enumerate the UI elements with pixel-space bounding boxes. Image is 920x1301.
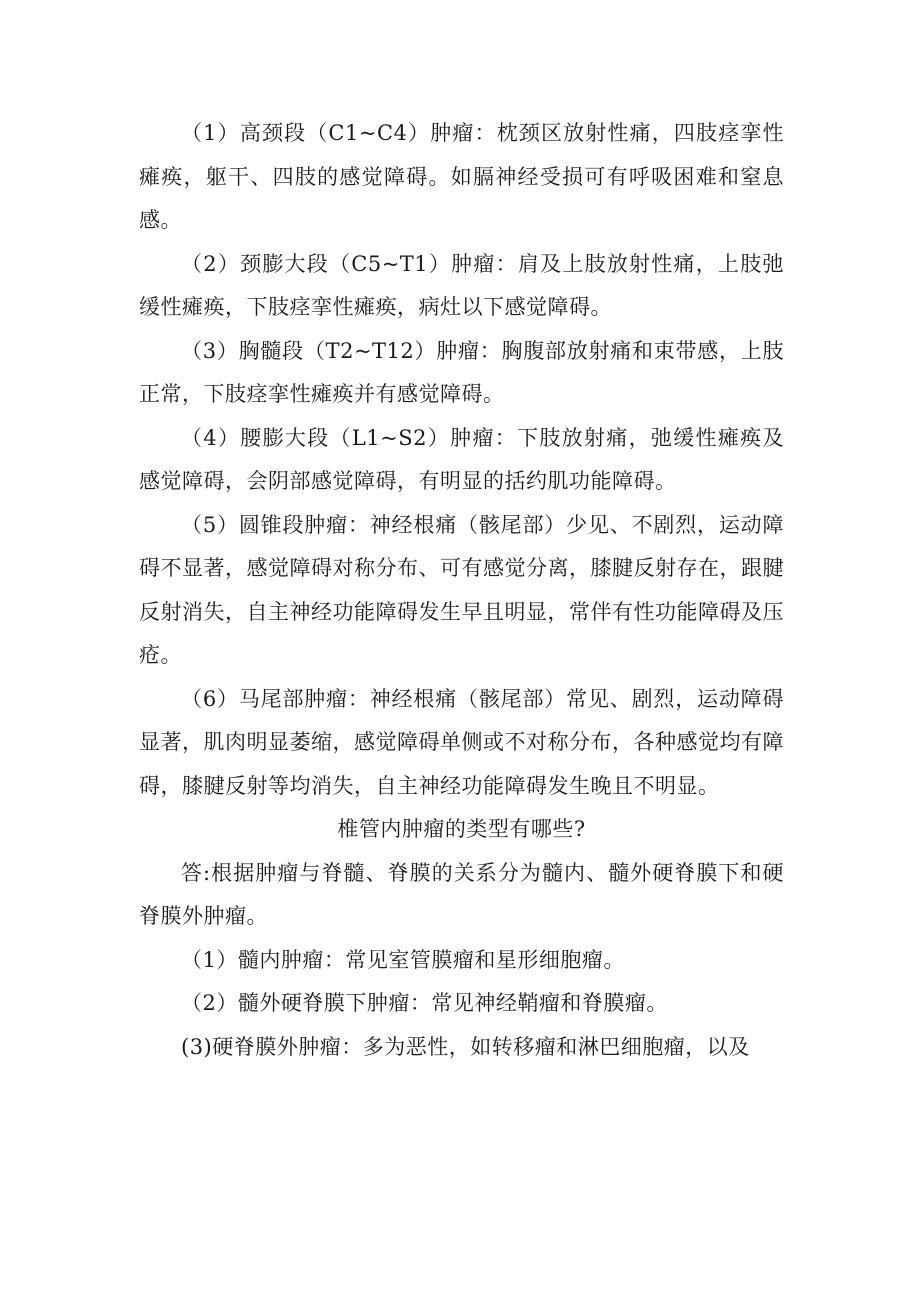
paragraph-cauda-equina: （6）马尾部肿瘤：神经根痛（骸尾部）常见、剧烈，运动障碍显著，肌肉明显萎缩，感觉障碍单侧或不对称分布，各种感觉均有障碍，膝腱反射等均消失，自主神经功能障碍发生晚且不明显。 (139, 686, 784, 798)
paragraph-extradural: (3)硬脊膜外肿瘤：多为恶性，如转移瘤和淋巴细胞瘤，以及 (181, 1034, 750, 1059)
paragraph-conus: （5）圆锥段肿瘤：神经根痛（骸尾部）少见、不剧烈，运动障碍不显著，感觉障碍对称分布、可有感觉分离，膝腱反射存在，跟腱反射消失，自主神经功能障碍发生早且明显，常伴有性功能障碍及压疮。 (139, 512, 784, 667)
paragraph-intramedullary: （1）髓内肿瘤：常见室管膜瘤和星形细胞瘤。 (181, 947, 625, 972)
paragraph-high-cervical: （1）高颈段（C1~C4）肿瘤：枕颈区放射性痛，四肢痉挛性瘫痪，躯干、四肢的感觉障碍。如膈神经受损可有呼吸困难和窒息感。 (139, 121, 784, 232)
paragraph-answer: 答:根据肿瘤与脊髓、脊膜的关系分为髓内、髓外硬脊膜下和硬脊膜外肿瘤。 (139, 860, 784, 928)
paragraph-thoracic: （3）胸髓段（T2~T12）肿瘤：胸腹部放射痛和束带感，上肢正常，下肢痉挛性瘫痪并有感觉障碍。 (139, 338, 784, 406)
paragraph-lumbar-enlargement: （4）腰膨大段（L1~S2）肿瘤：下肢放射痛，弛缓性瘫痪及感觉障碍，会阴部感觉障碍，有明显的括约肌功能障碍。 (139, 425, 784, 493)
document-body (139, 112, 784, 1069)
paragraph-cervical-enlargement: （2）颈膨大段（C5~T1）肿瘤：肩及上肢放射性痛，上肢弛缓性瘫痪，下肢痉挛性瘫痪，病灶以下感觉障碍。 (139, 251, 784, 319)
paragraph-intradural-extramedullary: （2）髓外硬脊膜下肿瘤：常见神经鞘瘤和脊膜瘤。 (181, 991, 668, 1015)
section-heading: 椎管内肿瘤的类型有哪些? (337, 817, 586, 841)
